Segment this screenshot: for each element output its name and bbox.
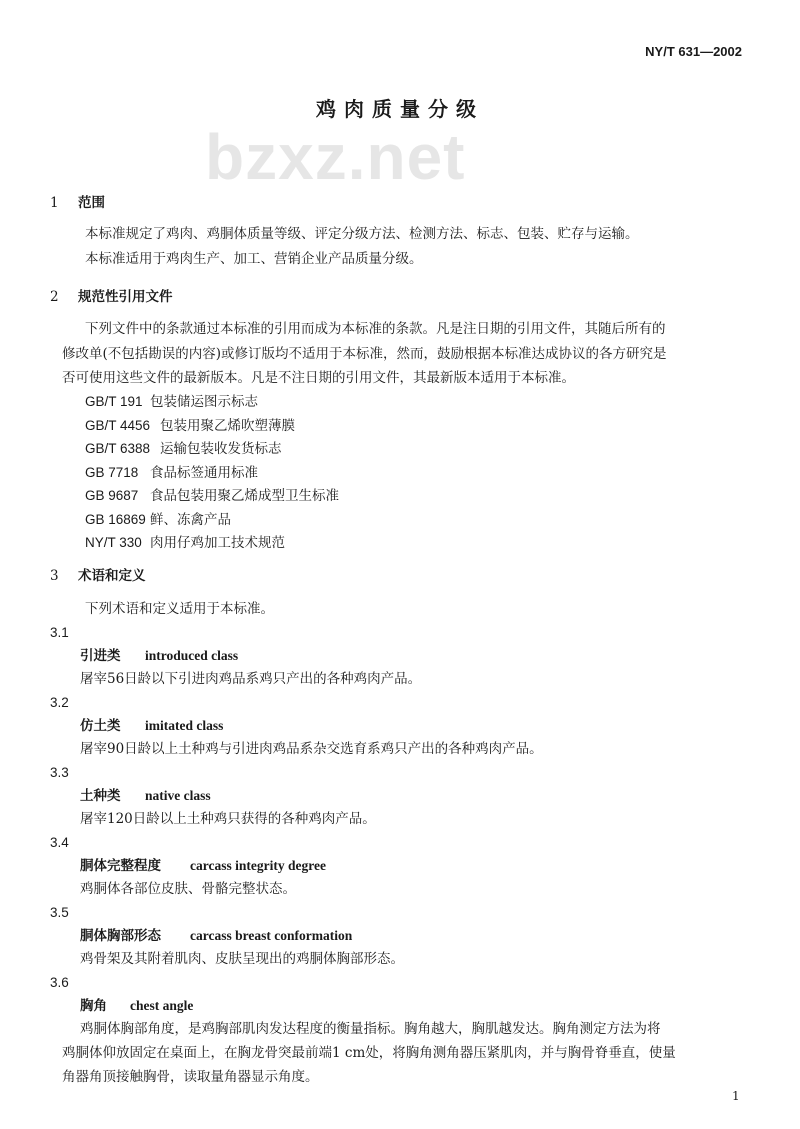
term-definition: 屠宰90日龄以上土种鸡与引进肉鸡品系杂交选育系鸡只产出的各种鸡肉产品。 bbox=[80, 741, 543, 757]
term-number: 3.1 bbox=[50, 625, 69, 640]
term-definition: 鸡骨架及其附着肌肉、皮肤呈现出的鸡胴体胸部形态。 bbox=[80, 951, 404, 967]
term-chinese: 仿土类 bbox=[80, 718, 121, 734]
term-number: 3.5 bbox=[50, 905, 69, 920]
section-heading: 规范性引用文件 bbox=[78, 289, 173, 305]
reference-title: 肉用仔鸡加工技术规范 bbox=[150, 535, 285, 551]
paragraph-line: 本标准适用于鸡肉生产、加工、营销企业产品质量分级。 bbox=[85, 251, 423, 267]
section-number: 1 bbox=[50, 195, 59, 211]
paragraph-line: 下列术语和定义适用于本标准。 bbox=[85, 601, 274, 617]
reference-title: 运输包装收发货标志 bbox=[160, 441, 282, 457]
term-chinese: 土种类 bbox=[80, 788, 121, 804]
term-number: 3.3 bbox=[50, 765, 69, 780]
reference-code: GB/T 4456 bbox=[85, 417, 151, 433]
term-chinese: 胴体胸部形态 bbox=[80, 928, 161, 944]
paragraph-line: 否可使用这些文件的最新版本。凡是不注日期的引用文件，其最新版本适用于本标准。 bbox=[62, 370, 575, 386]
paragraph-line: 下列文件中的条款通过本标准的引用而成为本标准的条款。凡是注日期的引用文件，其随后所有的 bbox=[85, 321, 666, 337]
page-number: 1 bbox=[732, 1089, 740, 1103]
term-english: carcass integrity degree bbox=[190, 858, 326, 873]
section-number: 3 bbox=[50, 568, 59, 584]
standard-code: NY/T 631—2002 bbox=[645, 44, 742, 59]
term-definition: 鸡胴体仰放固定在桌面上，在胸龙骨突最前端1 cm处，将胸角测角器压紧肌肉，并与胸骨脊垂直，使量 bbox=[62, 1045, 676, 1061]
paragraph-line: 本标准规定了鸡肉、鸡胴体质量等级、评定分级方法、检测方法、标志、包装、贮存与运输。 bbox=[85, 226, 639, 242]
reference-code: NY/T 330 bbox=[85, 535, 142, 550]
reference-title: 鲜、冻禽产品 bbox=[150, 511, 231, 528]
term-definition: 鸡胴体各部位皮肤、骨骼完整状态。 bbox=[80, 881, 296, 897]
term-number: 3.6 bbox=[50, 975, 69, 990]
reference-code: GB 9687 bbox=[85, 488, 139, 503]
reference-code: GB 7718 bbox=[85, 464, 139, 480]
reference-code: GB 16869 bbox=[85, 511, 146, 527]
section-heading: 范围 bbox=[78, 195, 105, 211]
term-definition: 屠宰56日龄以下引进肉鸡品系鸡只产出的各种鸡肉产品。 bbox=[80, 671, 422, 687]
section-number: 2 bbox=[50, 289, 59, 305]
term-english: imitated class bbox=[145, 718, 224, 733]
term-number: 3.4 bbox=[50, 835, 69, 850]
term-english: introduced class bbox=[145, 648, 239, 663]
reference-code: GB/T 6388 bbox=[85, 441, 151, 456]
term-chinese: 胴体完整程度 bbox=[80, 858, 161, 874]
term-definition: 鸡胴体胸部角度，是鸡胸部肌肉发达程度的衡量指标。胸角越大，胸肌越发达。胸角测定方法为将 bbox=[80, 1021, 661, 1037]
section-heading: 术语和定义 bbox=[78, 568, 146, 584]
page-title: 鸡肉质量分级 bbox=[316, 97, 484, 121]
reference-title: 包装用聚乙烯吹塑薄膜 bbox=[160, 417, 295, 434]
reference-title: 食品标签通用标准 bbox=[150, 464, 258, 481]
paragraph-line: 修改单(不包括勘误的内容)或修订版均不适用于本标准，然而，鼓励根据本标准达成协议的各方研究是 bbox=[62, 346, 667, 362]
term-chinese: 胸角 bbox=[80, 998, 107, 1014]
term-english: chest angle bbox=[130, 998, 194, 1013]
term-definition: 屠宰120日龄以上土种鸡只获得的各种鸡肉产品。 bbox=[80, 811, 376, 827]
reference-title: 食品包装用聚乙烯成型卫生标准 bbox=[150, 488, 339, 504]
term-english: carcass breast conformation bbox=[190, 928, 353, 943]
term-english: native class bbox=[145, 788, 211, 803]
term-number: 3.2 bbox=[50, 695, 69, 710]
reference-title: 包装储运图示标志 bbox=[150, 394, 258, 410]
term-definition: 角器角顶接触胸骨，读取量角器显示角度。 bbox=[62, 1069, 319, 1085]
watermark: bzxz.net bbox=[205, 121, 466, 193]
term-chinese: 引进类 bbox=[80, 648, 121, 664]
reference-code: GB/T 191 bbox=[85, 394, 143, 409]
